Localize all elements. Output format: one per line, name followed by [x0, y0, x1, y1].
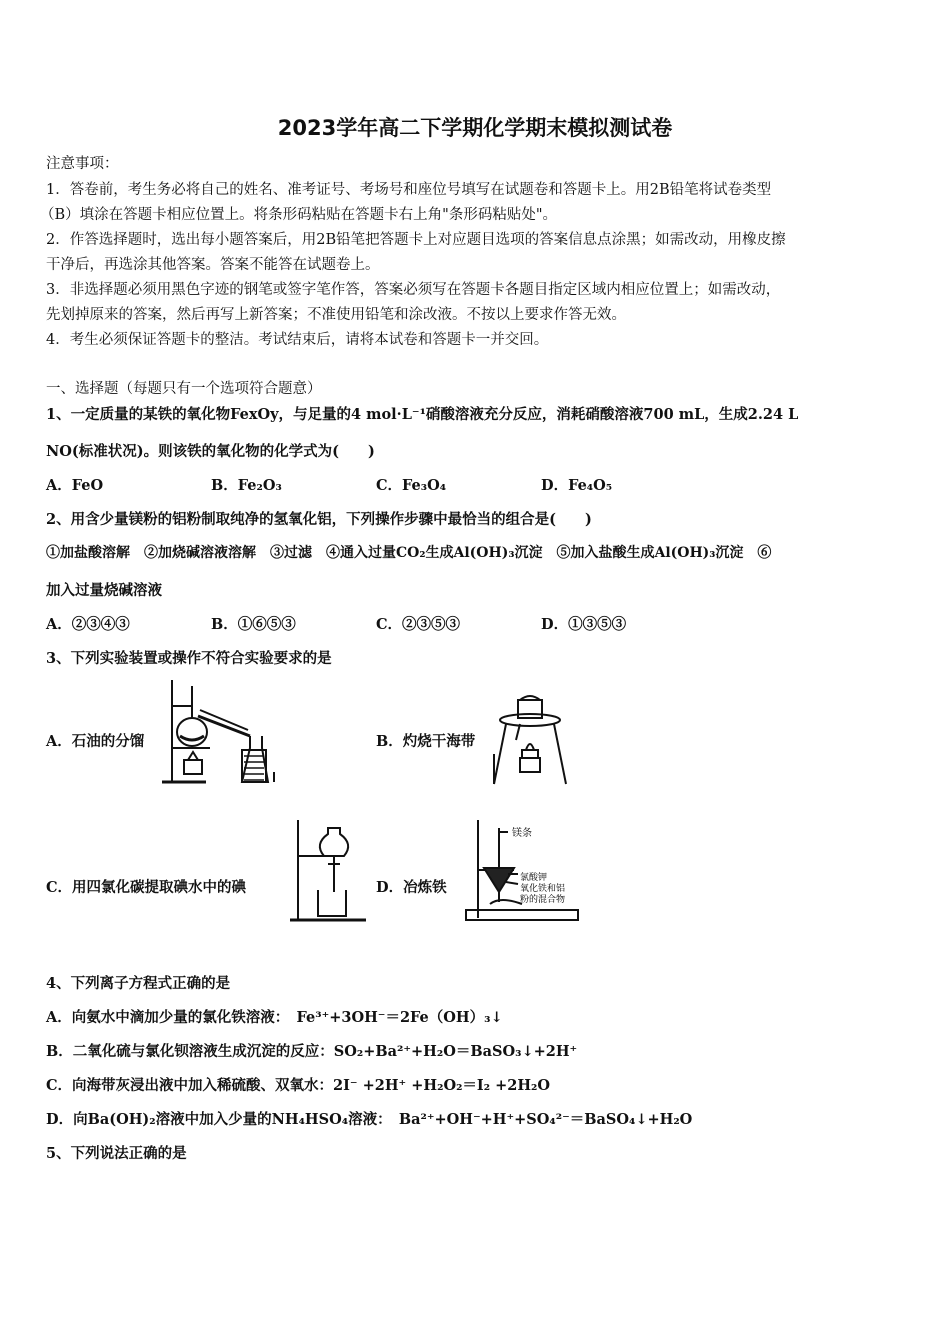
q2-option-d[interactable]: D．①③⑤③ — [541, 616, 627, 633]
q2-option-c[interactable]: C．②③⑤③ — [376, 616, 461, 633]
notice-line: 先划掉原来的答案，然后再写上新答案；不准使用铅笔和涂改液。不按以上要求作答无效。 — [46, 307, 626, 323]
notice-heading: 注意事项： — [46, 156, 119, 172]
q3-stem: 3、下列实验装置或操作不符合实验要求的是 — [46, 650, 332, 667]
section-heading: 一、选择题（每题只有一个选项符合题意） — [46, 381, 322, 397]
q4-option-d[interactable]: D．向Ba(OH)₂溶液中加入少量的NH₄HSO₄溶液： Ba²⁺+OH⁻+H⁺+SO₄²⁻＝BaSO₄↓+H₂O — [46, 1111, 693, 1128]
q1-option-c[interactable]: C．Fe₃O₄ — [376, 477, 447, 494]
q3-option-c[interactable]: C．用四氯化碳提取碘水中的碘 — [46, 879, 247, 896]
q3-option-a[interactable]: A．石油的分馏 — [46, 733, 145, 750]
notice-line: 3．非选择题必须用黑色字迹的钢笔或签字笔作答，答案必须写在答题卡各题目指定区域内相应位置上；如需改动， — [46, 282, 781, 298]
label-potassium-chlorate: 氯酸钾 — [520, 873, 548, 883]
notice-line: 干净后，再选涂其他答案。答案不能答在试题卷上。 — [46, 257, 380, 273]
notice-line: 1．答卷前，考生务必将自己的姓名、准考证号、考场号和座位号填写在试题卷和答题卡上。用2B铅笔将试卷类型 — [46, 182, 772, 198]
notice-line: 4．考生必须保证答题卡的整洁。考试结束后，请将本试卷和答题卡一并交回。 — [46, 332, 549, 348]
label-powder-mixture: 粉的混合物 — [520, 895, 566, 905]
q3-option-d[interactable]: D．冶炼铁 — [376, 879, 447, 896]
crucible-tripod-figure — [490, 690, 572, 788]
q2-steps-cont: 加入过量烧碱溶液 — [46, 582, 162, 599]
q2-option-b[interactable]: B．①⑥⑤③ — [211, 616, 296, 633]
thermite-setup-figure — [462, 818, 584, 928]
distillation-apparatus-figure — [158, 678, 276, 788]
q2-stem: 2、用含少量镁粉的铝粉制取纯净的氢氧化铝，下列操作步骤中最恰当的组合是( ) — [46, 511, 592, 528]
q2-steps: ①加盐酸溶解 ②加烧碱溶液溶解 ③过滤 ④通入过量CO₂生成Al(OH)₃沉淀 ⑤加入盐酸生成Al(OH)₃沉淀 ⑥ — [46, 545, 772, 561]
q5-stem: 5、下列说法正确的是 — [46, 1145, 187, 1162]
q1-stem: 1、一定质量的某铁的氧化物FexOy，与足量的4 mol·L⁻¹硝酸溶液充分反应，消耗硝酸溶液700 mL，生成2.24 L — [46, 406, 799, 423]
notice-line: （B）填涂在答题卡相应位置上。将条形码粘贴在答题卡右上角"条形码粘贴处"。 — [40, 207, 557, 223]
q1-option-a[interactable]: A．FeO — [46, 477, 104, 494]
q1-option-b[interactable]: B．Fe₂O₃ — [211, 477, 282, 494]
q4-option-a[interactable]: A．向氨水中滴加少量的氯化铁溶液： Fe³⁺+3OH⁻＝2Fe（OH）₃↓ — [46, 1009, 503, 1026]
notice-line: 2．作答选择题时，选出每小题答案后，用2B铅笔把答题卡上对应题目选项的答案信息点涂黑；如需改动，用橡皮擦 — [46, 232, 786, 248]
label-magnesium: 镁条 — [512, 828, 532, 839]
q3-option-b[interactable]: B．灼烧干海带 — [376, 733, 476, 750]
q1-stem-cont: NO(标准状况)。则该铁的氧化物的化学式为( ) — [46, 443, 375, 460]
q4-option-b[interactable]: B．二氧化硫与氯化钡溶液生成沉淀的反应：SO₂+Ba²⁺+H₂O＝BaSO₃↓+2H⁺ — [46, 1043, 578, 1060]
q2-option-a[interactable]: A．②③④③ — [46, 616, 130, 633]
page-title: 2023学年高二下学期化学期末模拟测试卷 — [277, 116, 673, 140]
q1-option-d[interactable]: D．Fe₄O₅ — [541, 477, 613, 494]
q4-option-c[interactable]: C．向海带灰浸出液中加入稀硫酸、双氧水：2I⁻ +2H⁺ +H₂O₂＝I₂ +2H₂O — [46, 1077, 551, 1094]
separatory-funnel-figure — [286, 818, 376, 926]
q4-stem: 4、下列离子方程式正确的是 — [46, 975, 231, 992]
label-iron-oxide-aluminum: 氧化铁和铝 — [520, 884, 566, 894]
